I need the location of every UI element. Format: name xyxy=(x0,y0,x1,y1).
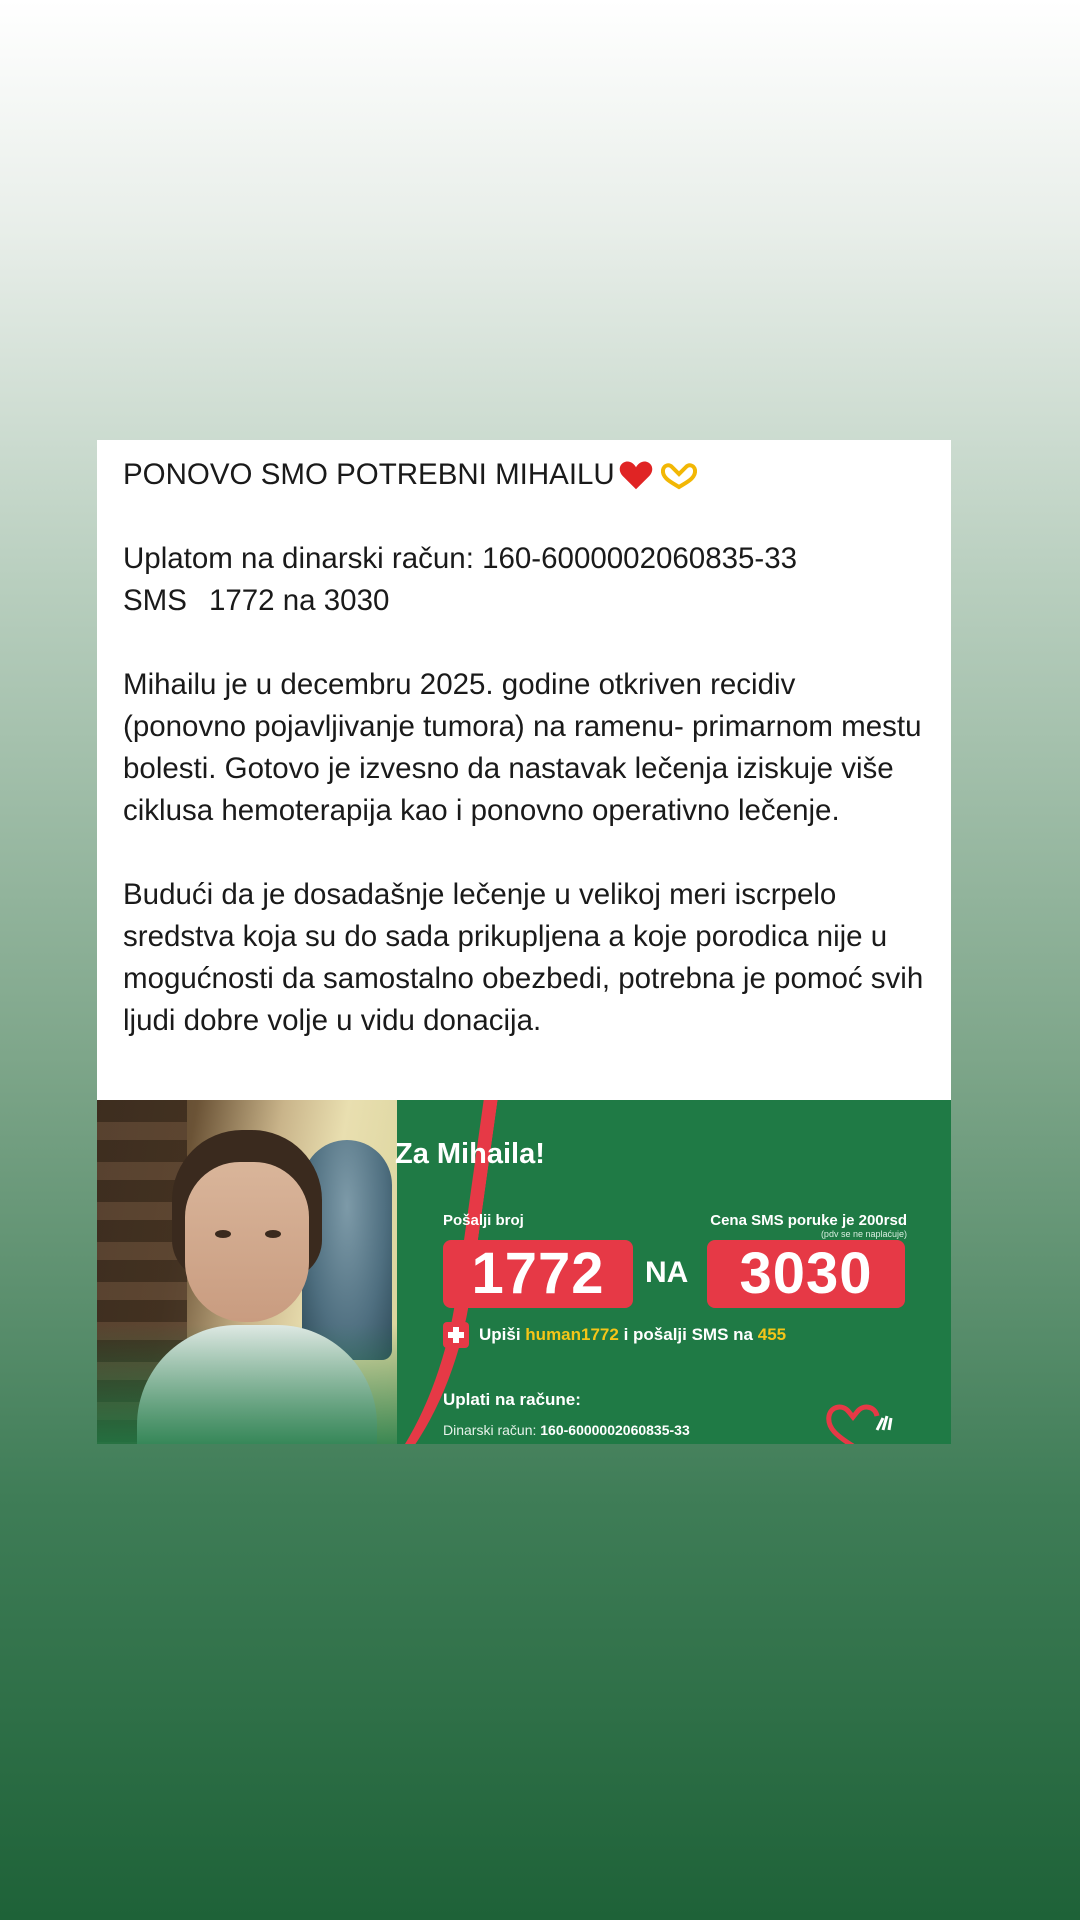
donation-banner xyxy=(97,1100,951,1444)
alt-sms-row xyxy=(443,1322,786,1348)
short-code-box: 1772 xyxy=(443,1240,633,1308)
blank-line xyxy=(123,832,925,874)
banner-account-line xyxy=(443,1422,690,1438)
face xyxy=(185,1162,309,1322)
boy-photo xyxy=(97,1100,397,1444)
red-heart-icon xyxy=(617,456,655,494)
paragraph-donation: Budući da je dosadašnje lečenje u velikoj meri iscrpelo sredstva koja su do sada prikupljena a koje porodica nije u mogućnosti da samostalno obezbedi, potrebna je pomoć svih ljudi dobre volje u vidu donacija. xyxy=(123,878,924,1037)
sms-prefix: SMS xyxy=(123,584,187,617)
alt-number: 455 xyxy=(757,1325,787,1344)
alt-middle: i pošalji SMS na xyxy=(623,1325,753,1344)
account-line: Uplatom na dinarski račun: 160-6000002060835-33 xyxy=(123,542,798,575)
send-label: Pošalji broj xyxy=(443,1212,524,1229)
sms-rest: 1772 na 3030 xyxy=(208,584,390,617)
pay-title: Uplati na račune: xyxy=(443,1390,581,1409)
blank-line xyxy=(123,496,925,538)
sms-line xyxy=(123,580,925,622)
alt-prefix: Upiši xyxy=(479,1325,521,1344)
heart-hands-icon xyxy=(659,460,699,490)
post-card xyxy=(97,440,951,1444)
banner-title: Za Mihaila! xyxy=(395,1138,545,1170)
price-label: Cena SMS poruke je 200rsd xyxy=(710,1212,907,1229)
plus-cross-icon xyxy=(443,1322,469,1348)
post-title-line xyxy=(123,454,925,496)
alt-code: human1772 xyxy=(525,1325,619,1344)
na-label: NA xyxy=(645,1256,689,1289)
photo-fade xyxy=(97,1324,397,1444)
paragraph-recidiv: Mihailu je u decembru 2025. godine otkriven recidiv (ponovno pojavljivanje tumora) na ramenu- primarnom mestu bolesti. Gotovo je izvesno da nastavak lečenja iziskuje više ciklusa hemoterapija kao i ponovno operativno lečenje. xyxy=(123,668,922,827)
blank-line xyxy=(123,622,925,664)
post-title: PONOVO SMO POTREBNI MIHAILU xyxy=(123,458,615,491)
account-number: 160-6000002060835-33 xyxy=(540,1422,690,1438)
account-label: Dinarski račun: xyxy=(443,1422,537,1438)
price-note: (pdv se ne naplaćuje) xyxy=(820,1229,907,1239)
humanitarian-heart-logo-icon xyxy=(823,1400,903,1444)
eye-left xyxy=(215,1230,231,1238)
eye-right xyxy=(265,1230,281,1238)
service-number-box: 3030 xyxy=(707,1240,905,1308)
post-text xyxy=(97,440,951,1086)
